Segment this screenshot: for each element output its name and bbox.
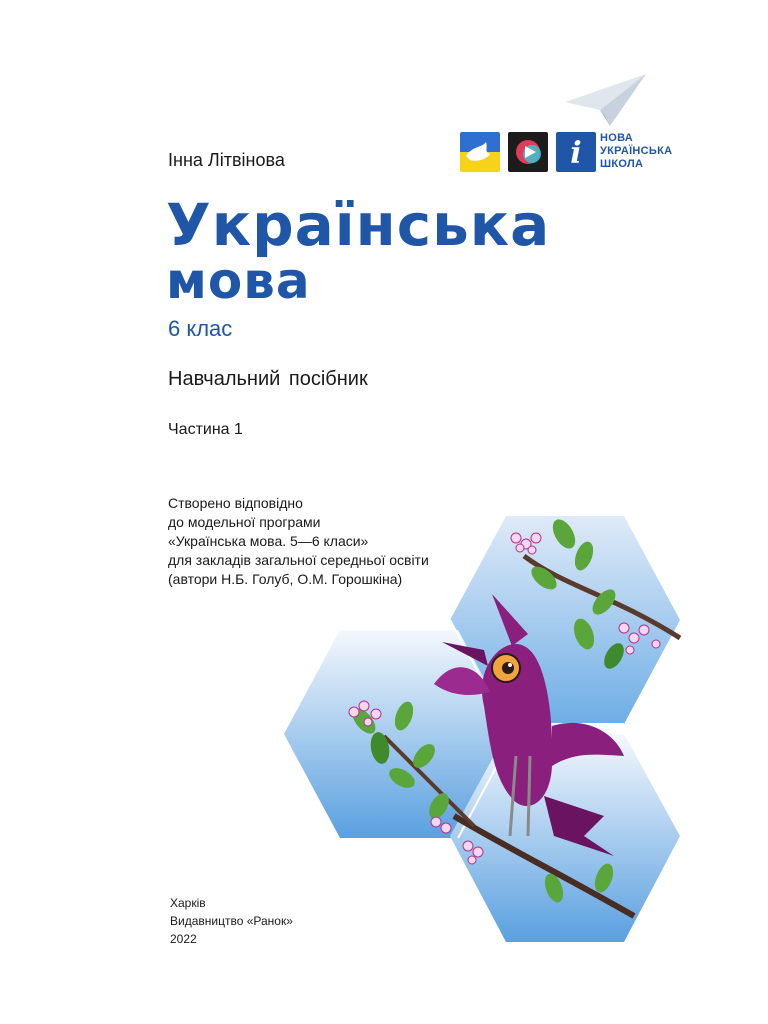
- info-letter: i: [570, 136, 582, 171]
- cover-illustration: [284, 516, 684, 946]
- book-title-line-1: Українська: [166, 191, 551, 259]
- note-line: «Українська мова. 5—6 класи»: [168, 533, 369, 549]
- school-logo-text: [600, 132, 672, 171]
- school-line-3: ШКОЛА: [600, 158, 644, 170]
- note-line: Створено відповідно: [168, 495, 303, 511]
- media-logo: [508, 132, 548, 172]
- school-line-1: НОВА: [600, 132, 634, 144]
- note-line: (автори Н.Б. Голуб, О.М. Горошкіна): [168, 571, 403, 587]
- imprint-city: Харків: [170, 896, 206, 910]
- grade-label: 6 клас: [168, 316, 233, 341]
- play-icon: [508, 132, 548, 172]
- book-subtitle: Навчальний посібник: [168, 368, 368, 390]
- book-title-line-2: мова: [166, 252, 311, 310]
- note-line: до модельної програми: [168, 514, 321, 530]
- imprint-publisher: Видавництво «Ранок»: [170, 914, 293, 928]
- info-icon: [556, 132, 596, 172]
- imprint: [170, 894, 293, 948]
- logo-group: [460, 70, 700, 180]
- school-line-2: УКРАЇНСЬКА: [600, 145, 673, 157]
- dove-icon: [460, 132, 500, 172]
- part-label: Частина 1: [168, 421, 243, 438]
- imprint-year: 2022: [170, 932, 197, 946]
- note-line: для закладів загальної середньої освіти: [168, 552, 429, 568]
- ukraine-logo: [460, 132, 500, 172]
- paper-plane-icon: [560, 70, 650, 130]
- info-logo: [556, 132, 596, 172]
- author-name: Інна Літвінова: [168, 150, 285, 170]
